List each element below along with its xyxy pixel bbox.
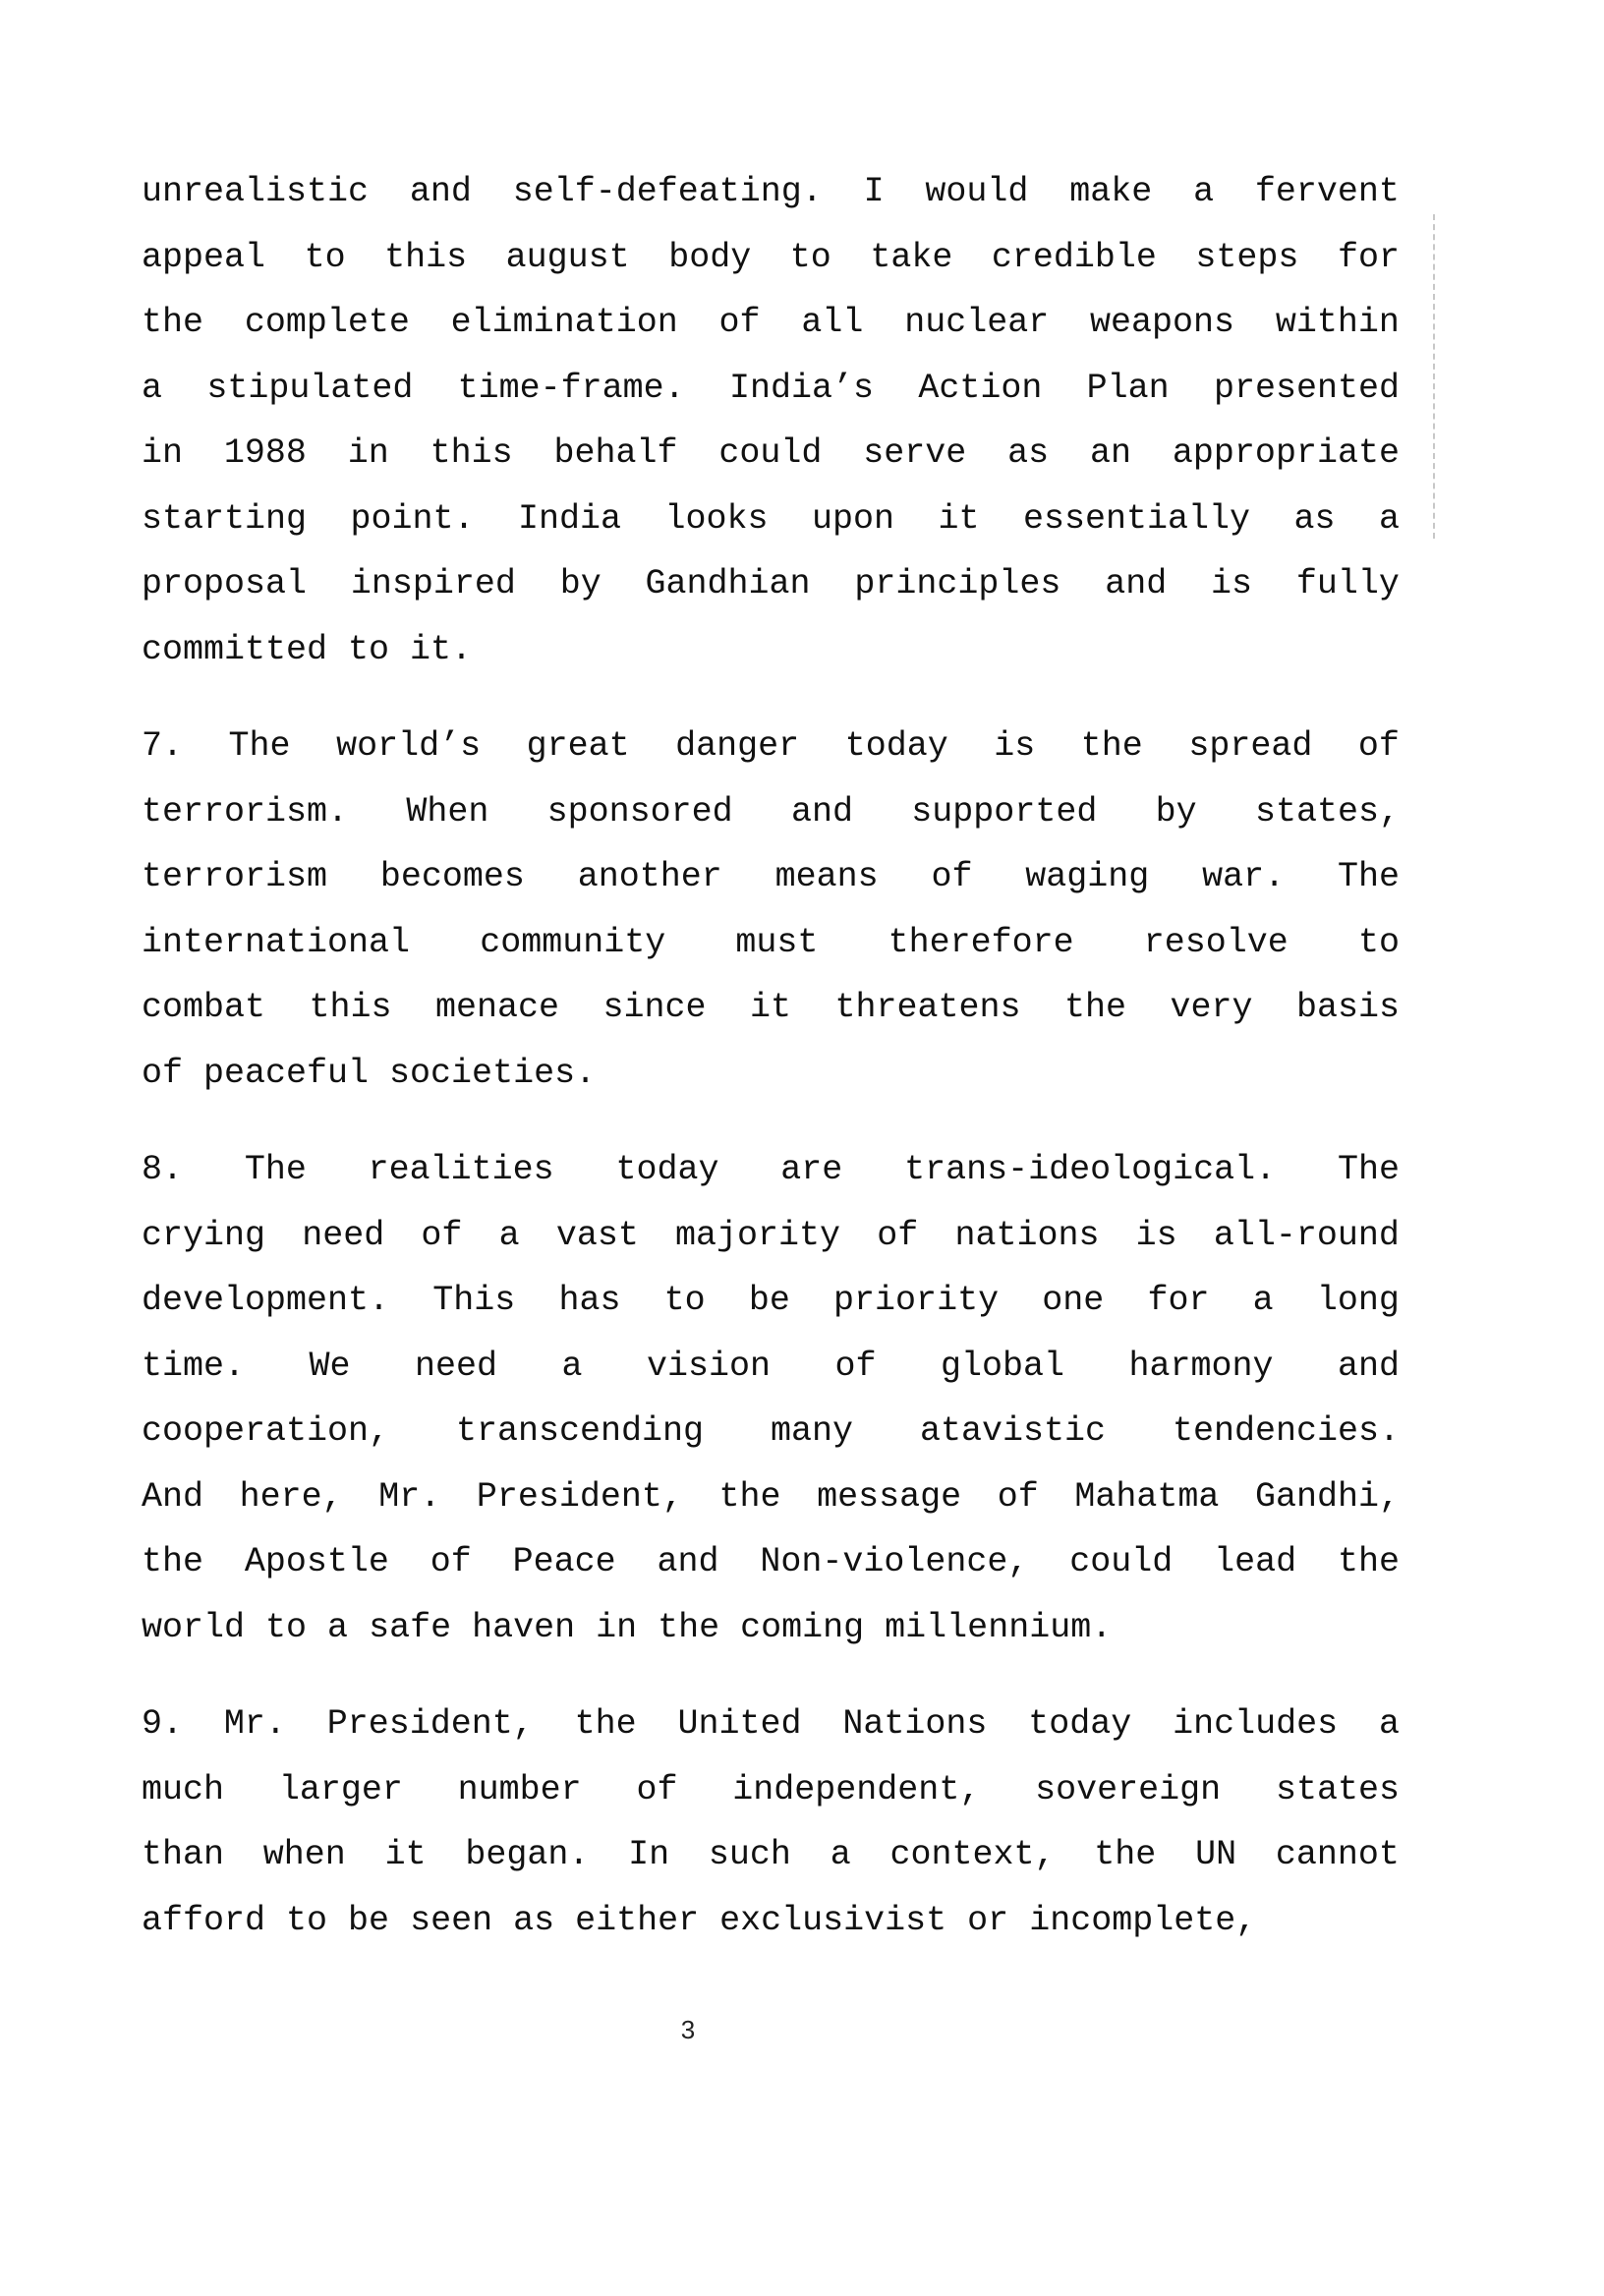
word: millennium. bbox=[885, 1607, 1113, 1647]
word: as bbox=[1293, 498, 1336, 539]
word: today bbox=[844, 726, 948, 766]
text-line bbox=[142, 1137, 1400, 1203]
word: make bbox=[1069, 172, 1153, 211]
word: 9. bbox=[142, 1704, 184, 1744]
word: In bbox=[628, 1835, 670, 1874]
word: is bbox=[1211, 564, 1253, 603]
word: development. bbox=[142, 1281, 390, 1320]
word: fervent bbox=[1254, 172, 1400, 211]
word: context, bbox=[889, 1835, 1056, 1874]
word: world’s bbox=[336, 726, 482, 766]
word: a bbox=[830, 1835, 851, 1874]
word: danger bbox=[675, 726, 800, 766]
word: to bbox=[304, 237, 346, 277]
word: need bbox=[414, 1346, 497, 1386]
word: war. bbox=[1202, 857, 1286, 896]
text-line bbox=[142, 421, 1400, 487]
word: I bbox=[863, 172, 885, 211]
word: of bbox=[421, 1215, 463, 1255]
word: coming bbox=[740, 1607, 865, 1647]
word: is bbox=[994, 726, 1036, 766]
word: lead bbox=[1214, 1542, 1297, 1581]
word: resolve bbox=[1143, 922, 1289, 962]
word: to bbox=[663, 1281, 706, 1320]
word: presented bbox=[1213, 368, 1400, 408]
text-line bbox=[142, 290, 1400, 356]
paragraph bbox=[142, 1137, 1400, 1660]
text-line bbox=[142, 617, 1400, 683]
text-line bbox=[142, 1399, 1400, 1464]
word: of bbox=[997, 1476, 1039, 1517]
word: much bbox=[142, 1769, 225, 1809]
word: of bbox=[636, 1769, 678, 1809]
word: realities bbox=[368, 1150, 554, 1189]
word: self-defeating. bbox=[512, 172, 823, 211]
word: be bbox=[748, 1281, 790, 1320]
word: within bbox=[1275, 303, 1400, 342]
word: The bbox=[228, 726, 291, 766]
word: Mr. bbox=[378, 1476, 441, 1517]
word: sponsored bbox=[546, 791, 733, 832]
word: the bbox=[1063, 988, 1126, 1027]
text-line bbox=[142, 1888, 1400, 1954]
word: starting bbox=[142, 498, 308, 539]
word: 7. bbox=[142, 726, 184, 766]
word: India bbox=[518, 498, 622, 539]
word: Peace bbox=[512, 1542, 616, 1581]
word: Non-violence, bbox=[760, 1542, 1029, 1581]
word: seen bbox=[410, 1900, 493, 1940]
word: the bbox=[1080, 726, 1143, 766]
word: to bbox=[789, 237, 831, 277]
word: committed bbox=[142, 629, 328, 669]
word: unrealistic bbox=[142, 172, 370, 211]
word: is bbox=[1135, 1215, 1177, 1255]
word: threatens bbox=[834, 988, 1021, 1027]
word: terrorism. bbox=[142, 791, 349, 832]
word: as bbox=[1007, 433, 1050, 473]
word: could bbox=[718, 433, 823, 473]
word: exclusivist bbox=[719, 1900, 947, 1940]
word: an bbox=[1090, 433, 1132, 473]
word: United bbox=[677, 1704, 802, 1744]
word: the bbox=[718, 1476, 781, 1517]
word: fully bbox=[1295, 564, 1400, 603]
word: many bbox=[771, 1411, 854, 1451]
word: the bbox=[142, 303, 204, 342]
word: incomplete, bbox=[1029, 1900, 1257, 1940]
word: waging bbox=[1025, 857, 1150, 896]
word: looks bbox=[664, 498, 769, 539]
word: community bbox=[480, 922, 666, 962]
word: of bbox=[877, 1215, 919, 1255]
word: The bbox=[1337, 857, 1400, 896]
word: stipulated bbox=[206, 368, 414, 408]
word: Gandhian bbox=[645, 564, 811, 603]
word: this bbox=[384, 237, 468, 277]
word: elimination bbox=[450, 303, 678, 342]
word: afford bbox=[142, 1900, 266, 1940]
text-line bbox=[142, 975, 1400, 1041]
word: of bbox=[931, 857, 973, 896]
text-line bbox=[142, 714, 1400, 779]
word: one bbox=[1042, 1281, 1105, 1320]
word: peaceful bbox=[203, 1053, 370, 1093]
word: a bbox=[561, 1346, 583, 1386]
word: it bbox=[384, 1835, 427, 1874]
word: President, bbox=[476, 1476, 683, 1517]
word: today bbox=[615, 1150, 719, 1189]
word: would bbox=[925, 172, 1029, 211]
word: therefore bbox=[888, 922, 1074, 962]
word: And bbox=[142, 1476, 204, 1517]
word: and bbox=[657, 1542, 719, 1581]
word: this bbox=[309, 988, 392, 1027]
word: international bbox=[142, 922, 411, 962]
word: crying bbox=[142, 1215, 266, 1255]
word: spread bbox=[1188, 726, 1313, 766]
word: 1988 bbox=[223, 433, 307, 473]
word: time. bbox=[142, 1346, 246, 1386]
word: in bbox=[596, 1607, 638, 1647]
text-line bbox=[142, 356, 1400, 422]
word: to bbox=[1357, 922, 1400, 962]
word: essentially bbox=[1022, 498, 1251, 539]
word: since bbox=[602, 988, 707, 1027]
word: long bbox=[1316, 1281, 1400, 1320]
word: serve bbox=[863, 433, 967, 473]
word: and bbox=[790, 791, 853, 832]
word: Mr. bbox=[223, 1704, 286, 1744]
word: inspired bbox=[350, 564, 516, 603]
word: a bbox=[1193, 172, 1215, 211]
word: world bbox=[142, 1607, 246, 1647]
text-line bbox=[142, 910, 1400, 976]
word: it. bbox=[410, 629, 473, 669]
word: safe bbox=[369, 1607, 452, 1647]
word: combat bbox=[142, 988, 266, 1027]
word: cooperation, bbox=[142, 1411, 390, 1451]
word: independent, bbox=[732, 1769, 981, 1809]
word: The bbox=[244, 1150, 307, 1189]
word: of bbox=[718, 303, 761, 342]
word: body bbox=[668, 237, 752, 277]
text-line bbox=[142, 1334, 1400, 1400]
word: such bbox=[708, 1835, 791, 1874]
word: point. bbox=[350, 498, 475, 539]
word: need bbox=[302, 1215, 385, 1255]
word: appeal bbox=[142, 237, 266, 277]
word: time-frame. bbox=[457, 368, 685, 408]
word: becomes bbox=[379, 857, 525, 896]
word: Mahatma bbox=[1074, 1476, 1220, 1517]
word: atavistic bbox=[919, 1411, 1106, 1451]
word: trans-ideological. bbox=[904, 1150, 1277, 1189]
word: We bbox=[309, 1346, 351, 1386]
word: Action bbox=[918, 368, 1043, 408]
word: Plan bbox=[1086, 368, 1170, 408]
word: terrorism bbox=[142, 857, 328, 896]
text-line bbox=[142, 1757, 1400, 1823]
word: The bbox=[1337, 1150, 1400, 1189]
word: are bbox=[780, 1150, 843, 1189]
word: upon bbox=[812, 498, 895, 539]
word: great bbox=[526, 726, 630, 766]
text-line bbox=[142, 159, 1400, 225]
word: the bbox=[142, 1542, 204, 1581]
text-line bbox=[142, 844, 1400, 910]
word: number bbox=[457, 1769, 582, 1809]
word: for bbox=[1337, 237, 1400, 277]
word: a bbox=[1378, 498, 1400, 539]
word: the bbox=[574, 1704, 637, 1744]
word: when bbox=[262, 1835, 346, 1874]
word: of bbox=[1357, 726, 1400, 766]
word: credible bbox=[991, 237, 1157, 277]
paragraph bbox=[142, 1692, 1400, 1953]
word: President, bbox=[326, 1704, 534, 1744]
word: all-round bbox=[1213, 1215, 1400, 1255]
word: harmony bbox=[1128, 1346, 1274, 1386]
word: transcending bbox=[456, 1411, 705, 1451]
word: today bbox=[1028, 1704, 1132, 1744]
word: proposal bbox=[142, 564, 308, 603]
word: Apostle bbox=[244, 1542, 389, 1581]
word: majority bbox=[675, 1215, 841, 1255]
word: behalf bbox=[553, 433, 678, 473]
text-line bbox=[142, 1268, 1400, 1334]
word: tendencies. bbox=[1172, 1411, 1400, 1451]
word: very bbox=[1170, 988, 1253, 1027]
word: of bbox=[430, 1542, 472, 1581]
word: in bbox=[142, 433, 184, 473]
word: it bbox=[749, 988, 791, 1027]
text-line bbox=[142, 1203, 1400, 1269]
word: to bbox=[286, 1900, 328, 1940]
word: it bbox=[938, 498, 980, 539]
word: and bbox=[1337, 1346, 1400, 1386]
word: all bbox=[801, 303, 864, 342]
word: includes bbox=[1173, 1704, 1339, 1744]
word: must bbox=[735, 922, 819, 962]
word: principles bbox=[854, 564, 1061, 603]
word: a bbox=[1378, 1704, 1400, 1744]
word: basis bbox=[1295, 988, 1400, 1027]
word: nuclear bbox=[904, 303, 1050, 342]
text-line bbox=[142, 779, 1400, 845]
word: to bbox=[348, 629, 390, 669]
word: a bbox=[1252, 1281, 1274, 1320]
word: vision bbox=[646, 1346, 771, 1386]
word: When bbox=[406, 791, 489, 832]
word: priority bbox=[833, 1281, 1000, 1320]
word: as bbox=[513, 1900, 555, 1940]
word: either bbox=[575, 1900, 700, 1940]
word: august bbox=[505, 237, 630, 277]
word: a bbox=[327, 1607, 349, 1647]
word: steps bbox=[1195, 237, 1299, 277]
paragraph bbox=[142, 714, 1400, 1106]
margin-scan-mark bbox=[1433, 214, 1435, 539]
word: take bbox=[870, 237, 953, 277]
word: This bbox=[432, 1281, 516, 1320]
word: India’s bbox=[729, 368, 875, 408]
word: cannot bbox=[1275, 1835, 1400, 1874]
word: means bbox=[774, 857, 879, 896]
page-number: 3 bbox=[680, 2015, 696, 2044]
word: appropriate bbox=[1172, 433, 1400, 473]
word: this bbox=[430, 433, 513, 473]
paragraph bbox=[142, 159, 1400, 682]
word: UN bbox=[1195, 1835, 1237, 1874]
word: societies. bbox=[389, 1053, 597, 1093]
word: of bbox=[834, 1346, 877, 1386]
word: supported bbox=[911, 791, 1098, 832]
word: another bbox=[577, 857, 722, 896]
text-line bbox=[142, 1464, 1400, 1530]
word: by bbox=[559, 564, 602, 603]
word: states bbox=[1275, 1769, 1400, 1809]
word: in bbox=[347, 433, 389, 473]
text-line bbox=[142, 1595, 1400, 1661]
text-line bbox=[142, 487, 1400, 552]
word: a bbox=[142, 368, 163, 408]
word: states, bbox=[1254, 791, 1400, 832]
document-body bbox=[142, 159, 1400, 1984]
word: of bbox=[142, 1053, 184, 1093]
word: a bbox=[498, 1215, 520, 1255]
word: could bbox=[1069, 1542, 1174, 1581]
word: message bbox=[817, 1476, 962, 1517]
word: began. bbox=[465, 1835, 590, 1874]
text-line bbox=[142, 1822, 1400, 1888]
word: has bbox=[558, 1281, 621, 1320]
word: complete bbox=[244, 303, 410, 342]
word: and bbox=[409, 172, 472, 211]
word: haven bbox=[472, 1607, 576, 1647]
word: by bbox=[1155, 791, 1197, 832]
word: Nations bbox=[842, 1704, 988, 1744]
word: here, bbox=[239, 1476, 343, 1517]
text-line bbox=[142, 1692, 1400, 1757]
word: vast bbox=[555, 1215, 639, 1255]
word: 8. bbox=[142, 1150, 184, 1189]
word: or bbox=[967, 1900, 1009, 1940]
word: be bbox=[348, 1900, 390, 1940]
word: than bbox=[142, 1835, 225, 1874]
text-line bbox=[142, 1041, 1400, 1107]
word: global bbox=[940, 1346, 1064, 1386]
word: Gandhi, bbox=[1254, 1476, 1400, 1517]
word: to bbox=[265, 1607, 308, 1647]
word: the bbox=[1337, 1542, 1400, 1581]
word: the bbox=[658, 1607, 720, 1647]
word: for bbox=[1147, 1281, 1210, 1320]
word: larger bbox=[278, 1769, 403, 1809]
word: and bbox=[1105, 564, 1168, 603]
word: sovereign bbox=[1035, 1769, 1222, 1809]
word: nations bbox=[954, 1215, 1100, 1255]
text-line bbox=[142, 551, 1400, 617]
word: weapons bbox=[1090, 303, 1235, 342]
text-line bbox=[142, 1529, 1400, 1595]
word: menace bbox=[434, 988, 560, 1027]
text-line bbox=[142, 225, 1400, 291]
word: the bbox=[1094, 1835, 1157, 1874]
